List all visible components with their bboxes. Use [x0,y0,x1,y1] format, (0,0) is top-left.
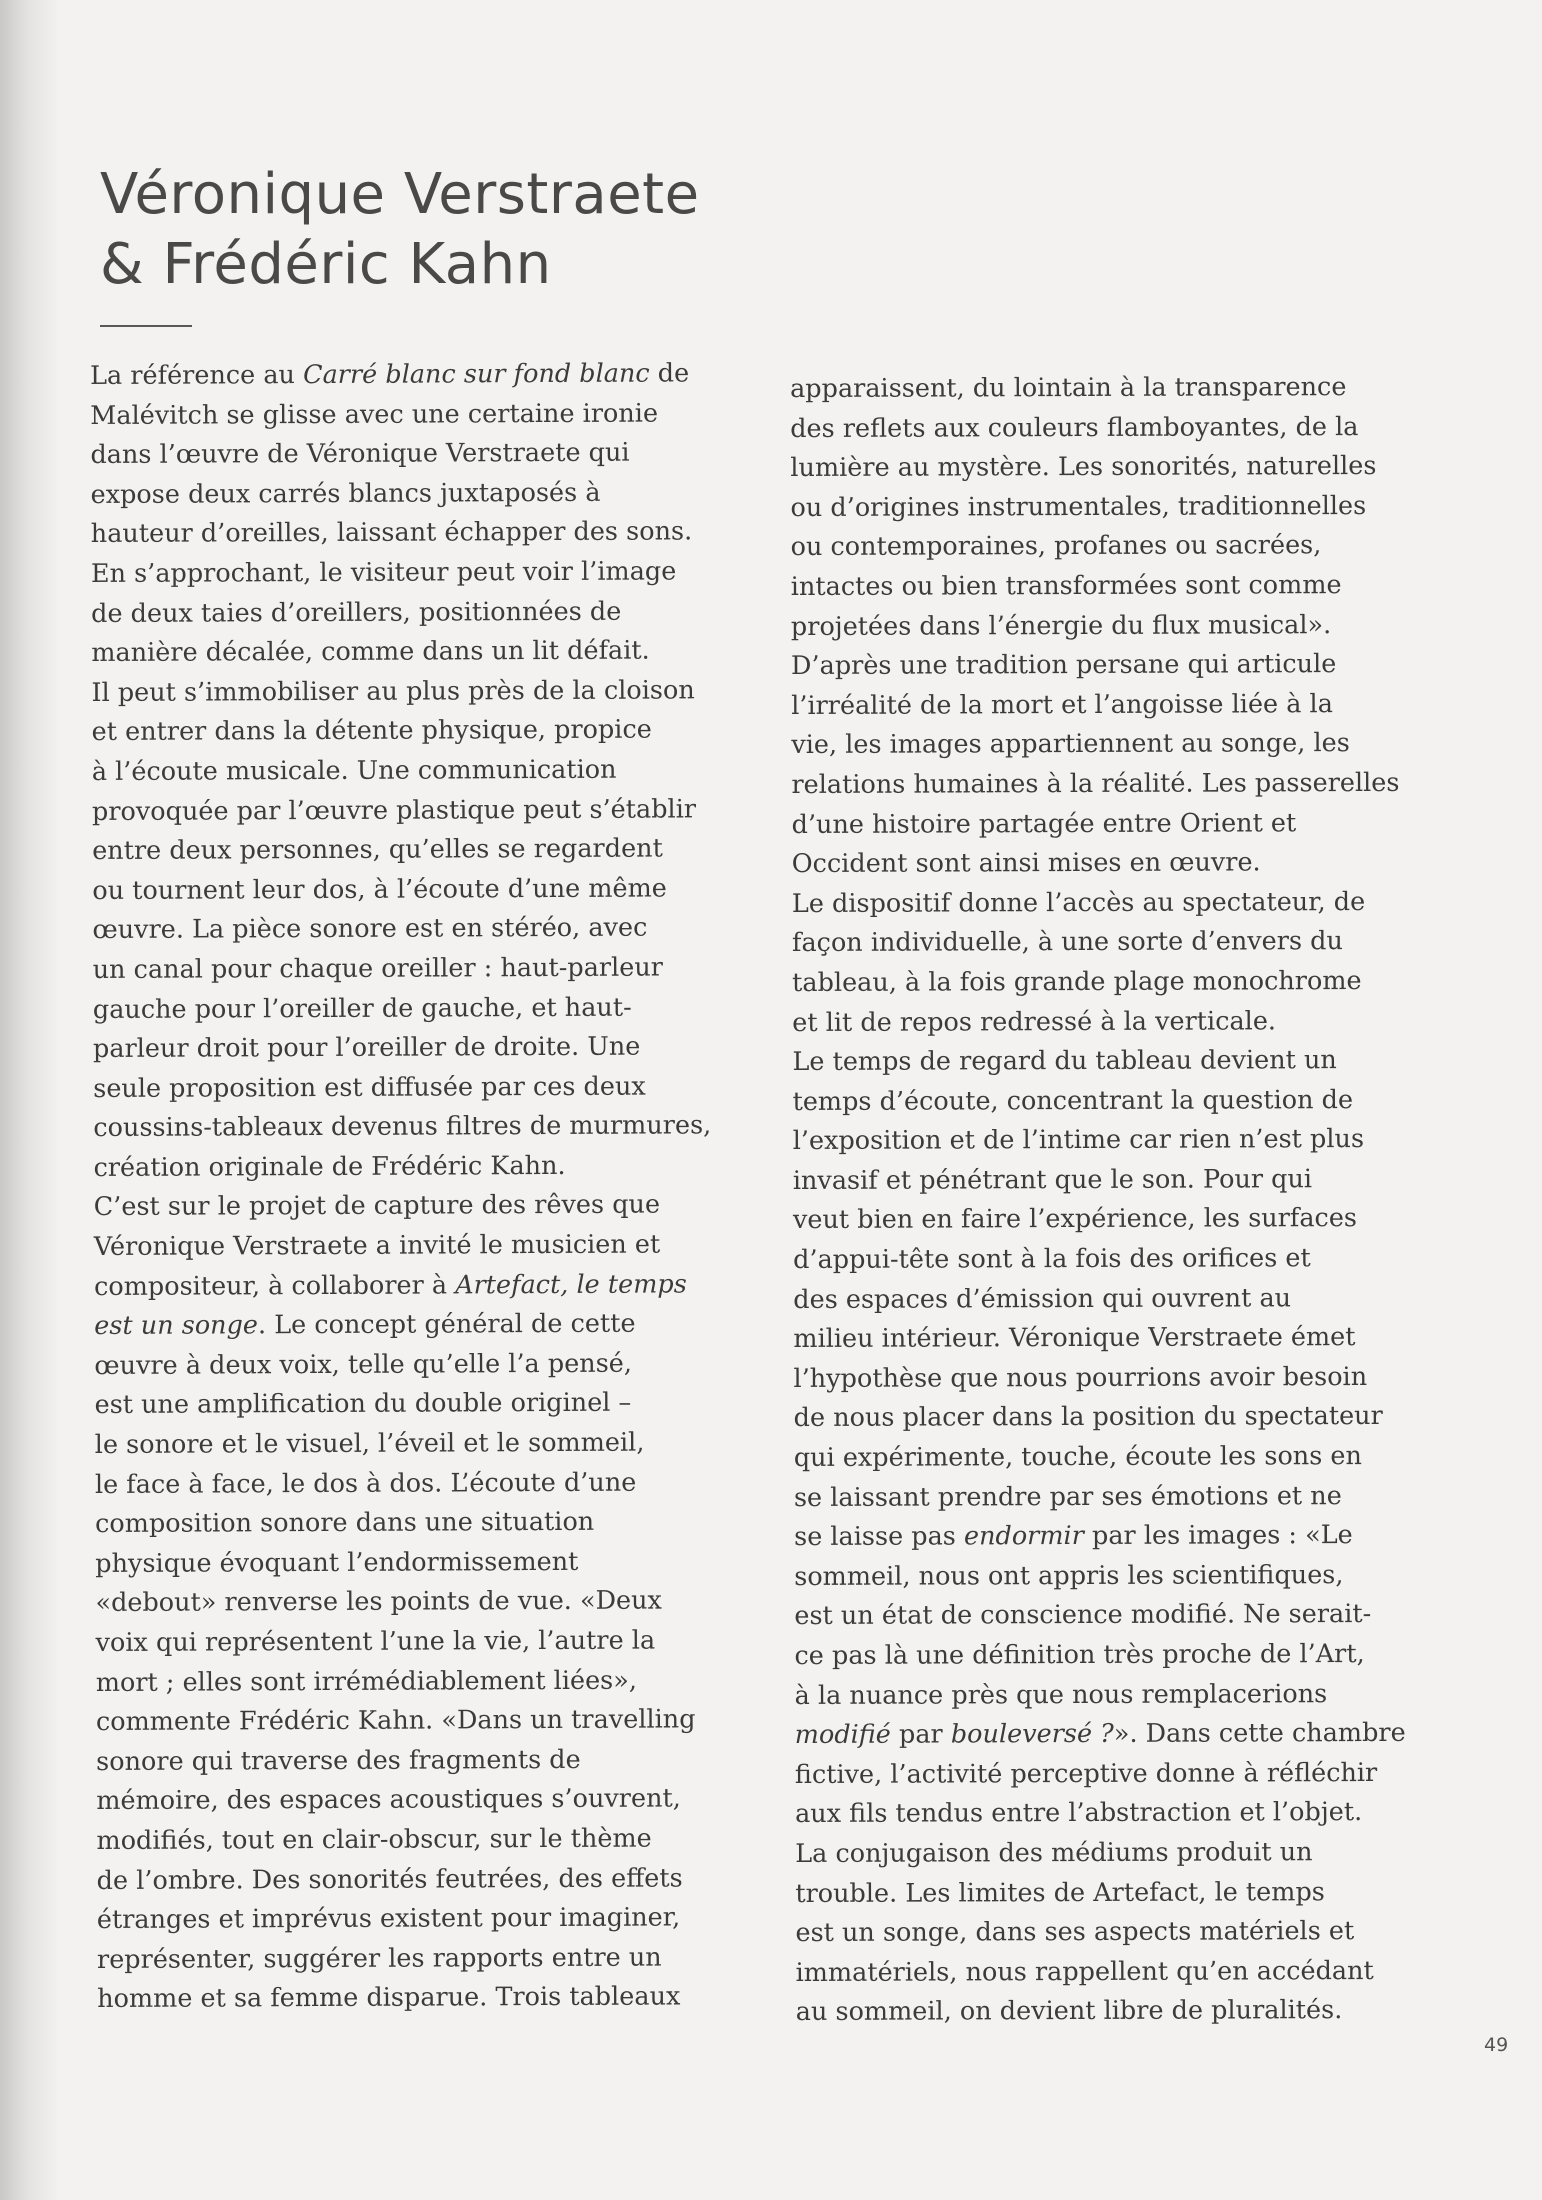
text-segment: et entrer dans la détente physique, propice [91,714,652,748]
text-segment: œuvre à deux voix, telle qu’elle l’a pensé, [94,1348,633,1381]
text-segment: et lit de repos redressé à la verticale. [792,1005,1277,1038]
text-segment: projetées dans l’énergie du flux musical». [790,609,1332,642]
text-line [794,1516,1474,1558]
text-line [795,1872,1475,1914]
text-segment: invasif et pénétrant que le son. Pour qui [792,1164,1313,1196]
text-line [791,566,1471,608]
text-segment: mort ; elles sont irrémédiablement liées», [95,1665,638,1698]
text-segment: d’une histoire partagée entre Orient et [791,807,1297,840]
text-segment: seule proposition est diffusée par ces deux [93,1071,646,1104]
text-segment: étranges et imprévus existent pour imaginer, [96,1902,681,1936]
text-line [793,1278,1473,1320]
text-segment: voix qui représentent l’une la vie, l’autre la [95,1625,656,1658]
text-segment: veut bien en faire l’expérience, les surfaces [792,1203,1358,1236]
text-segment: le sonore et le visuel, l’éveil et le sommeil, [94,1427,645,1461]
italic-text: bouleversé ? [950,1719,1114,1750]
text-segment: La conjugaison des médiums produit un [795,1837,1313,1869]
text-line [791,764,1471,806]
text-segment: l’exposition et de l’intime car rien n’est plus [792,1124,1365,1157]
text-segment: Il peut s’immobiliser au plus près de la cloison [91,675,695,708]
text-line [96,1621,776,1664]
text-line [93,1027,773,1070]
text-line [791,526,1471,568]
text-line [96,1700,776,1743]
text-line [96,1819,776,1862]
text-line [91,671,771,714]
text-segment: façon individuelle, à une sorte d’envers du [791,926,1343,959]
text-line [96,1740,776,1783]
text-line [94,1265,774,1308]
text-segment: mémoire, des espaces acoustiques s’ouvrent, [96,1783,681,1817]
text-line [90,394,770,437]
text-segment: tableau, à la fois grande plage monochrome [792,965,1362,998]
text-segment: aux fils tendus entre l’abstraction et l’objet. [794,1797,1363,1830]
text-segment: l’irréalité de la mort et l’angoisse liée à la [791,688,1333,721]
text-line [792,1041,1472,1083]
text-segment: fictive, l’activité perceptive donne à réfléchir [794,1757,1378,1790]
text-line [791,684,1471,726]
text-segment: ou contemporaines, profanes ou sacrées, [790,530,1322,563]
text-segment: de [649,358,690,389]
page-number: 49 [1484,2034,1509,2056]
text-segment: expose deux carrés blancs juxtaposés à [90,477,601,510]
text-segment: Le dispositif donne l’accès au spectateur, de [791,886,1366,919]
text-segment: un canal pour chaque oreiller : haut-parleur [92,952,663,985]
text-segment: commente Frédéric Kahn. «Dans un travelling [95,1704,696,1738]
text-segment: temps d’écoute, concentrant la question de [792,1084,1354,1117]
text-segment: entre deux personnes, qu’elles se regardent [92,833,663,867]
text-segment: ou d’origines instrumentales, traditionnelles [790,490,1367,523]
text-line [790,368,1470,410]
text-segment: provoquée par l’œuvre plastique peut s’établir [91,793,697,827]
text-line [795,1793,1475,1835]
text-line [97,1977,777,2020]
text-column-right [790,368,1476,2033]
text-segment: est une amplification du double originel – [94,1388,632,1421]
text-line [795,1912,1475,1954]
text-line [793,1159,1473,1201]
text-segment: est un songe, dans ses aspects matériels et [795,1916,1355,1949]
text-segment: création originale de Frédéric Kahn. [93,1150,566,1183]
text-segment: de l’ombre. Des sonorités feutrées, des effets [96,1862,683,1896]
text-line [94,1344,774,1387]
text-segment: de nous placer dans la position du spectateur [793,1401,1383,1434]
text-line [95,1542,775,1585]
text-line [93,988,773,1031]
text-line [91,512,771,555]
text-line [93,1067,773,1110]
text-segment: sonore qui traverse des fragments de [96,1744,581,1777]
text-segment: à la nuance près que nous remplacerions [794,1678,1328,1711]
text-line [790,447,1470,489]
text-segment: au sommeil, on devient libre de pluralités. [795,1995,1343,2028]
italic-text: est un songe [94,1310,259,1342]
text-line [95,1502,775,1545]
text-line [94,1304,774,1347]
text-line [794,1437,1474,1479]
text-line [791,724,1471,766]
text-column-left [90,354,777,2020]
text-line [92,908,772,951]
text-line [97,1859,777,1902]
text-segment: lumière au mystère. Les sonorités, naturelles [790,451,1377,484]
text-segment: Malévitch se glisse avec une certaine ironie [90,398,659,431]
text-line [91,631,771,674]
text-line [97,1898,777,1941]
text-line [795,1674,1475,1716]
text-segment: relations humaines à la réalité. Les passerelles [791,767,1400,800]
italic-text: Artefact, le temps [455,1269,687,1301]
text-segment: hauteur d’oreilles, laissant échapper des sons. [90,516,693,550]
text-segment: milieu intérieur. Véronique Verstraete émet [793,1322,1356,1355]
text-segment: ou tournent leur dos, à l’écoute d’une même [92,873,667,906]
text-line [97,1938,777,1981]
text-line [93,948,773,991]
text-line [793,1318,1473,1360]
text-line [795,1714,1475,1756]
text-segment: l’hypothèse que nous pourrions avoir besoin [793,1361,1368,1394]
text-line [793,1239,1473,1281]
text-segment: intactes ou bien transformées sont comme [790,570,1342,602]
text-segment: Le temps de regard du tableau devient un [792,1045,1337,1078]
text-segment: des espaces d’émission qui ouvrent au [793,1282,1292,1315]
text-line [94,1225,774,1268]
text-line [794,1555,1474,1597]
text-segment: représenter, suggérer les rapports entre un [96,1942,662,1975]
text-segment: trouble. Les limites de Artefact, le temps [795,1876,1325,1909]
text-line [796,1951,1476,1993]
text-segment: d’appui-tête sont à la fois des orifices et [793,1243,1311,1276]
text-segment: La référence au [90,360,304,391]
text-line [91,592,771,635]
page-title-line: & Frédéric Kahn [100,232,552,297]
text-segment: Véronique Verstraete a invité le musicien et [93,1229,661,1263]
text-line [792,803,1472,845]
text-line [92,750,772,793]
text-segment: immatériels, nous rappellent qu’en accédant [795,1955,1374,1988]
text-segment: vie, les images appartiennent au songe, les [791,728,1350,761]
text-segment: qui expérimente, touche, écoute les sons en [793,1441,1362,1474]
text-line [791,605,1471,647]
text-segment: se laissant prendre par ses émotions et ne [793,1480,1342,1513]
text-segment: œuvre. La pièce sonore est en stéréo, avec [92,912,648,946]
page-title-line: Véronique Verstraete [100,162,700,227]
text-line [793,1199,1473,1241]
text-line [91,552,771,595]
text-segment: de deux taies d’oreillers, positionnées de [91,596,622,629]
page-title [100,160,860,300]
text-line [793,1357,1473,1399]
text-line [95,1423,775,1466]
text-line [96,1661,776,1704]
text-segment: par [890,1719,951,1750]
text-line [795,1833,1475,1875]
text-segment: dans l’œuvre de Véronique Verstraete qui [90,437,630,471]
italic-text: modifié [794,1719,891,1751]
text-segment: se laisse pas [794,1521,965,1553]
text-line [93,1106,773,1149]
text-segment: des reflets aux couleurs flamboyantes, de la [790,411,1359,444]
text-line [796,1991,1476,2033]
text-segment: ». Dans cette chambre [1113,1718,1406,1750]
text-line [793,1120,1473,1162]
text-segment: coussins-tableaux devenus filtres de murmures, [93,1110,712,1144]
text-line [94,1383,774,1426]
page-gutter-shadow [0,0,60,2200]
text-line [794,1476,1474,1518]
title-divider [100,325,192,327]
text-segment: En s’approchant, le visiteur peut voir l’image [90,556,677,589]
text-line [92,829,772,872]
text-line [794,1397,1474,1439]
text-line [91,473,771,516]
italic-text: Carré blanc sur fond blanc [302,358,650,391]
text-line [790,407,1470,449]
text-line [90,433,770,476]
text-segment: parleur droit pour l’oreiller de droite. Une [92,1031,641,1065]
text-segment: compositeur, à collaborer à [93,1270,456,1302]
text-segment: à l’écoute musicale. Une communication [91,754,617,787]
text-segment: C’est sur le projet de capture des rêves que [93,1189,661,1223]
text-segment: est un état de conscience modifié. Ne serait- [794,1599,1372,1632]
text-line [790,486,1470,528]
text-segment: ce pas là une définition très proche de l’Art, [794,1639,1365,1671]
text-segment: Occident sont ainsi mises en œuvre. [791,847,1261,880]
text-line [792,962,1472,1004]
text-segment: gauche pour l’oreiller de gauche, et haut- [92,992,632,1025]
text-line [792,843,1472,885]
text-segment: composition sonore dans une situation [95,1507,595,1540]
text-segment: sommeil, nous ont appris les scientifiques, [794,1559,1344,1592]
text-line [92,869,772,912]
italic-text: endormir [963,1521,1084,1552]
text-segment: le face à face, le dos à dos. L’écoute d’une [94,1467,637,1500]
text-segment: homme et sa femme disparue. Trois tableaux [97,1981,681,2015]
text-line [792,1080,1472,1122]
text-line [791,645,1471,687]
text-line [93,1146,773,1189]
text-line [792,922,1472,964]
text-line [792,1001,1472,1043]
text-segment: modifiés, tout en clair-obscur, sur le thème [96,1823,652,1856]
text-segment: «debout» renverse les points de vue. «Deux [95,1585,662,1619]
text-line [94,1185,774,1228]
text-line [96,1779,776,1822]
text-line [92,710,772,753]
text-line [794,1635,1474,1677]
text-line [794,1595,1474,1637]
text-line [795,1753,1475,1795]
text-line [95,1581,775,1624]
text-segment: manière décalée, comme dans un lit défait. [91,635,650,669]
text-segment: physique évoquant l’endormissement [95,1546,579,1579]
text-segment: apparaissent, du lointain à la transparence [790,372,1347,404]
text-segment: D’après une tradition persane qui articule [790,649,1337,682]
text-segment: par les images : «Le [1083,1520,1353,1552]
text-line [90,354,770,397]
text-line [792,882,1472,924]
text-line [95,1463,775,1506]
text-segment: . Le concept général de cette [257,1308,636,1341]
text-line [92,790,772,833]
